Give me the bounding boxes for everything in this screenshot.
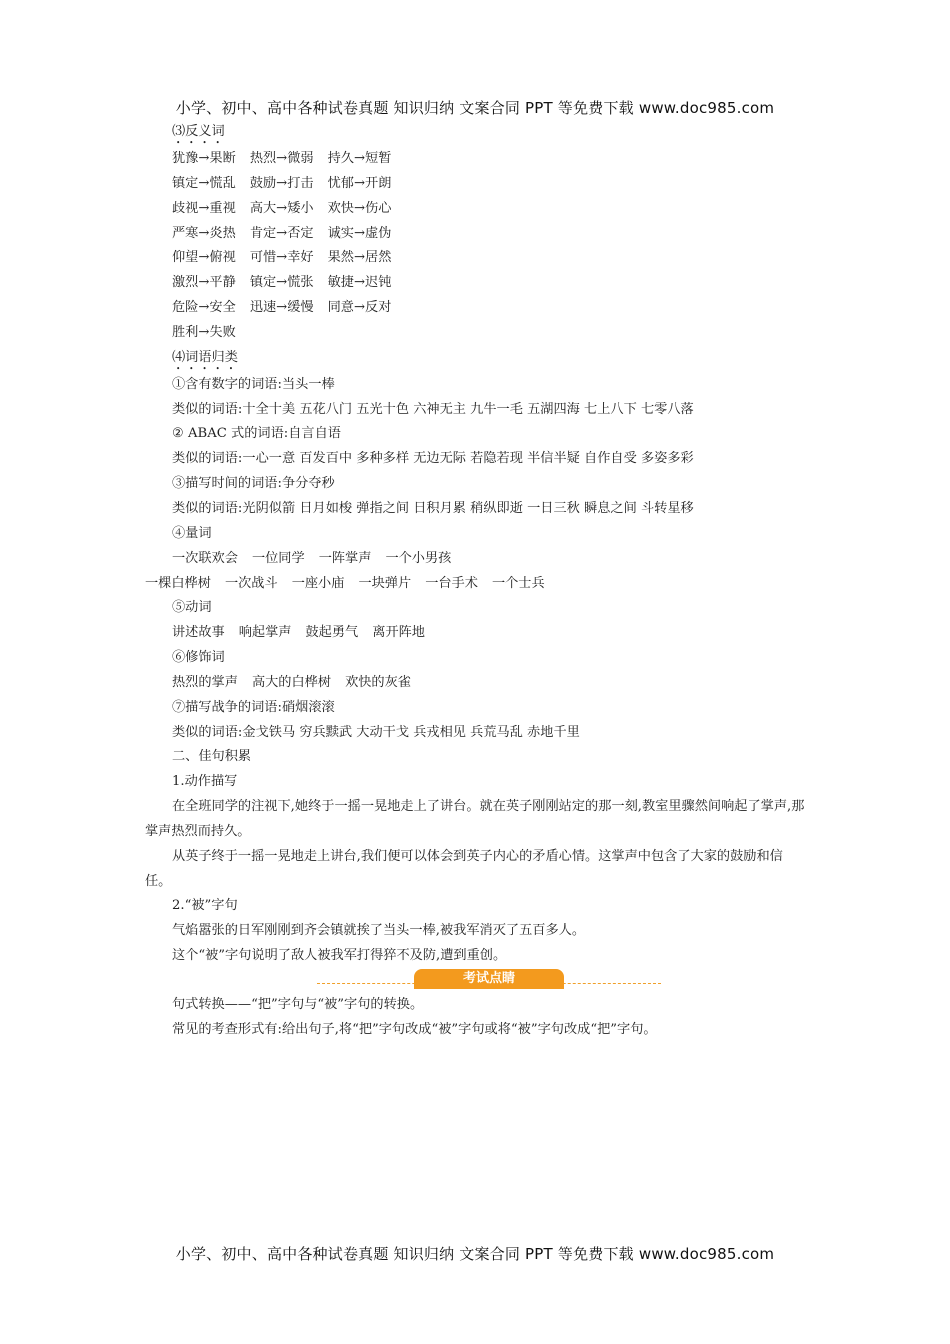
category-modifiers-title: ⑥修饰词 [172, 650, 225, 666]
antonym-row [145, 271, 805, 296]
word-item: 一次联欢会 [172, 550, 238, 566]
antonym-pair: 歧视→重视 [172, 200, 236, 216]
measure-words-row-1 [145, 547, 805, 572]
measure-words-row-2 [145, 572, 805, 597]
antonym-list [145, 147, 805, 346]
word-item: 鼓起勇气 [305, 625, 359, 641]
word-item: 高大的白桦树 [251, 674, 332, 690]
word-item: 一个士兵 [491, 575, 545, 591]
modifiers-row [145, 671, 805, 696]
antonym-pair: 胜利→失败 [172, 324, 236, 340]
category-abac-similar: 类似的词语:一心一意 百发百中 多种多样 无边无际 若隐若现 半信半疑 自作自受 多姿多彩 [172, 451, 694, 467]
antonym-pair: 激烈→平静 [172, 275, 236, 291]
exam-tip-line-2: 常见的考查形式有:给出句子,将“把”字句改成“被”字句或将“被”字句改成“把”字句。 [172, 1021, 657, 1037]
category-abac-title: ② ABAC 式的词语:自言自语 [172, 426, 341, 442]
category-numbers-title: ①含有数字的词语:当头一棒 [172, 376, 335, 392]
word-item: 一阵掌声 [318, 550, 372, 566]
antonym-pair: 仰望→俯视 [172, 250, 236, 266]
antonym-pair: 迅速→缓慢 [249, 300, 314, 316]
antonym-pair: 敏捷→迟钝 [327, 275, 392, 291]
word-item: 一座小庙 [291, 575, 345, 591]
header-banner: 小学、初中、高中各种试卷真题 知识归纳 文案合同 PPT 等免费下载 www.doc985.com [175, 99, 775, 117]
category-time-similar: 类似的词语:光阴似箭 日月如梭 弹指之间 日积月累 稍纵即逝 一日三秋 瞬息之间 斗转星移 [172, 500, 694, 516]
word-item: 热烈的掌声 [172, 674, 238, 690]
antonym-pair: 犹豫→果断 [172, 151, 236, 166]
category-war-similar: 类似的词语:金戈铁马 穷兵黩武 大动干戈 兵戎相见 兵荒马乱 赤地千里 [172, 724, 580, 740]
antonym-pair: 镇定→慌张 [249, 275, 314, 291]
category-verbs-title: ⑤动词 [172, 600, 212, 616]
category-time-title: ③描写时间的词语:争分夺秒 [172, 476, 335, 492]
footer-banner: 小学、初中、高中各种试卷真题 知识归纳 文案合同 PPT 等免费下载 www.doc985.com [175, 1245, 775, 1263]
word-item: 一位同学 [251, 550, 305, 566]
word-item: 欢快的灰雀 [345, 674, 411, 690]
word-item: 一块弹片 [358, 575, 412, 591]
action-description-text: 在全班同学的注视下,她终于一摇一晃地走上了讲台。就在英子刚刚站定的那一刻,教室里骤然间响起了掌声,那掌声热烈而持久。 [145, 799, 805, 839]
document-body [145, 120, 805, 1043]
category-numbers-similar: 类似的词语:十全十美 五花八门 五光十色 六神无主 九牛一毛 五湖四海 七上八下 七零八落 [172, 401, 694, 417]
exam-tip-badge: 考试点睛 [414, 969, 564, 989]
antonym-pair: 诚实→虚伪 [327, 225, 392, 241]
antonym-row [145, 296, 805, 321]
antonym-pair: 鼓励→打击 [249, 175, 314, 191]
antonym-pair: 严寒→炎热 [172, 225, 236, 241]
exam-tip-line-1: 句式转换——“把”字句与“被”字句的转换。 [172, 997, 424, 1012]
antonym-row [145, 321, 805, 346]
category-measure-title: ④量词 [172, 525, 212, 541]
word-item: 一棵白桦树 [145, 575, 211, 591]
antonym-pair: 肯定→否定 [249, 225, 314, 241]
antonym-row [145, 197, 805, 222]
sentences-heading: 二、佳句积累 [172, 749, 252, 765]
word-item: 一个小男孩 [385, 550, 452, 566]
antonym-row [145, 147, 805, 172]
word-item: 离开阵地 [372, 625, 425, 641]
antonym-pair: 热烈→微弱 [249, 151, 314, 166]
antonym-pair: 忧郁→开朗 [327, 175, 392, 191]
antonym-pair: 果然→居然 [327, 250, 392, 266]
action-description-note: 从英子终于一摇一晃地走上讲台,我们便可以体会到英子内心的矛盾心情。这掌声中包含了大家的鼓励和信任。 [145, 848, 783, 889]
antonym-pair: 高大→矮小 [249, 200, 314, 216]
passive-sentence-note: 这个“被”字句说明了敌人被我军打得猝不及防,遭到重创。 [172, 948, 507, 964]
antonym-pair: 危险→安全 [172, 300, 236, 316]
antonym-row [145, 222, 805, 247]
antonym-row [145, 172, 805, 197]
passive-sentence-text: 气焰嚣张的日军刚刚到齐会镇就挨了当头一棒,被我军消灭了五百多人。 [172, 923, 586, 939]
antonym-pair: 同意→反对 [327, 300, 392, 316]
word-item: 一次战斗 [224, 575, 278, 591]
antonym-pair: 欢快→伤心 [327, 200, 392, 216]
action-description-title: 1.动作描写 [172, 774, 238, 790]
category-war-title: ⑦描写战争的词语:硝烟滚滚 [172, 699, 335, 715]
passive-sentence-title: 2.“被”字句 [172, 898, 238, 914]
verbs-row [145, 621, 805, 646]
word-item: 一台手术 [425, 575, 478, 591]
categories-heading: ⑷词语归类 [172, 349, 238, 365]
antonym-pair: 可惜→幸好 [249, 250, 314, 266]
exam-tip-divider [145, 969, 805, 993]
antonyms-heading: ⑶反义词 [172, 124, 225, 139]
word-item: 响起掌声 [238, 625, 292, 641]
antonym-pair: 持久→短暂 [327, 151, 392, 166]
word-item: 讲述故事 [172, 625, 225, 641]
antonym-pair: 镇定→慌乱 [172, 175, 236, 191]
antonym-row [145, 246, 805, 271]
